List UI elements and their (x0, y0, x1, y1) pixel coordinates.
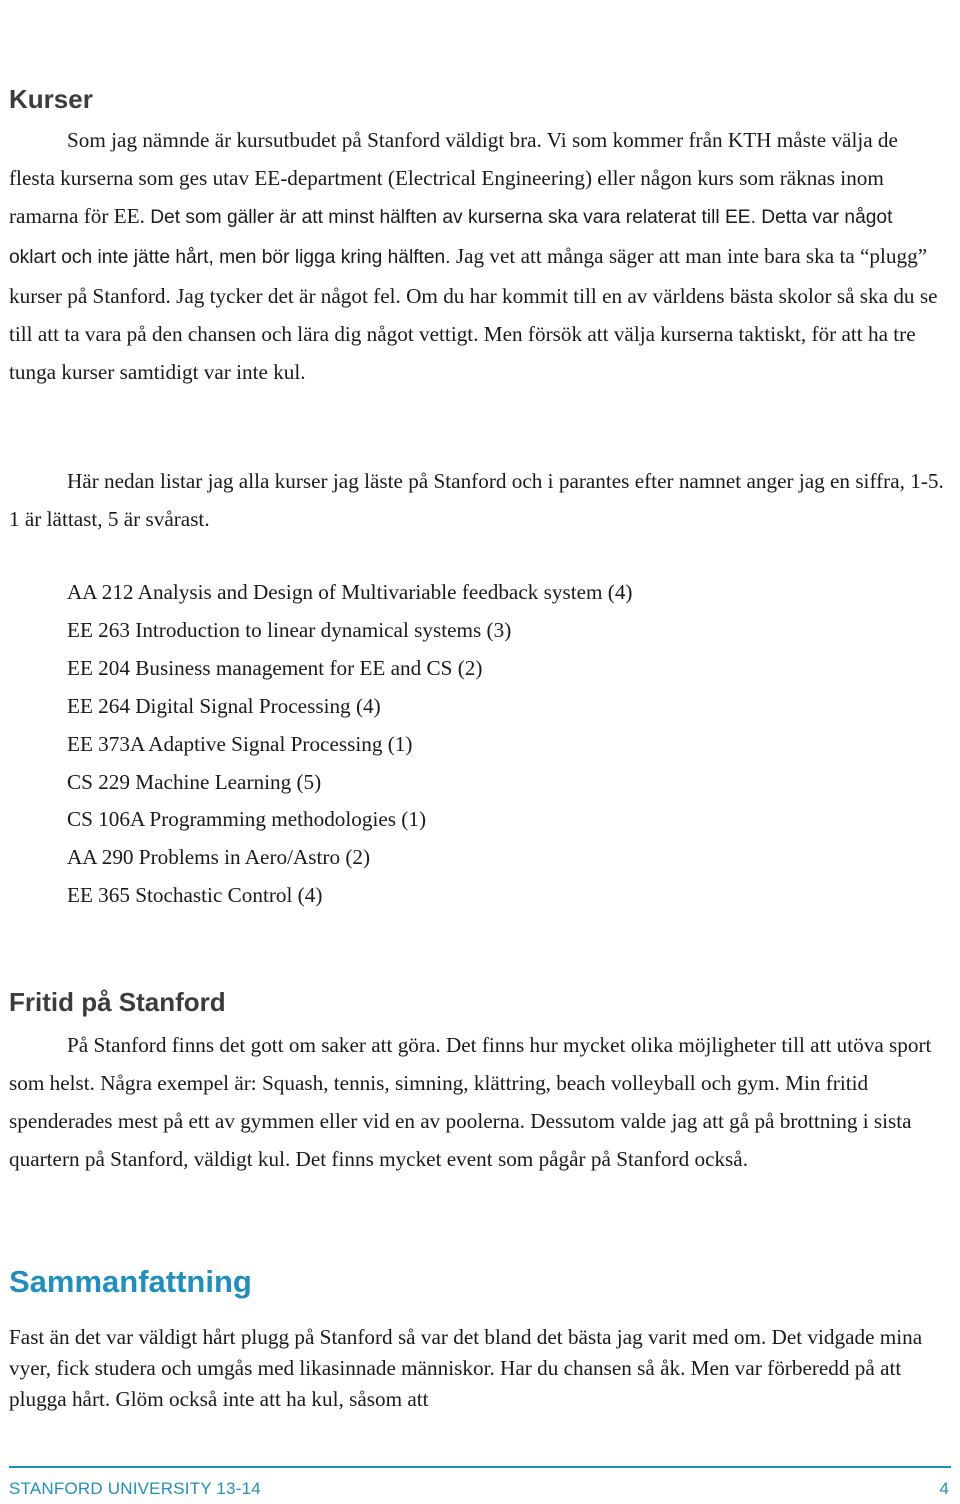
course-item: AA 212 Analysis and Design of Multivariable feedback system (4) (67, 580, 633, 604)
kurser-paragraph-1-part-b: Jag vet att många säger att man inte bara ska ta “plugg” kurser på Stanford. Jag tycker det är något fel. Om du har kommit till en av världens bästa skolor så ska du se till att ta vara på den chansen och lära dig något vettigt. Men försök att välja kurserna taktiskt, för att ha tre tunga kurser samtidigt var inte kul. (9, 244, 938, 384)
section-heading-kurser: Kurser (9, 84, 93, 114)
course-list (67, 574, 632, 915)
fritid-paragraph: På Stanford finns det gott om saker att göra. Det finns hur mycket olika möjligheter till att utöva sport som helst. Några exempel är: Squash, tennis, simning, klättring, beach volleyball och gym. Min fritid spenderades mest på ett av gymmen eller vid en av poolerna. Dessutom valde jag att gå på brottning i sista quartern på Stanford, väldigt kul. Det finns mycket event som pågår på Stanford också. (9, 1033, 932, 1171)
footer-title: STANFORD UNIVERSITY 13-14 (9, 1479, 261, 1498)
kurser-paragraph-1-part-sans: Det som gäller är att minst hälften av kurserna ska vara relaterat till EE. Detta var något oklart och inte jätte hårt, men bör ligga kring hälften. (9, 207, 893, 268)
page-number: 4 (939, 1479, 949, 1498)
kurser-paragraph-2: Här nedan listar jag alla kurser jag läste på Stanford och i parantes efter namnet anger jag en siffra, 1-5. 1 är lättast, 5 är svårast. (9, 469, 944, 531)
section-heading-sammanfattning: Sammanfattning (9, 1264, 252, 1299)
course-item: EE 373A Adaptive Signal Processing (1) (67, 731, 413, 756)
course-item: EE 264 Digital Signal Processing (4) (67, 693, 381, 718)
kurser-paragraph-1 (9, 121, 944, 391)
course-item: AA 290 Problems in Aero/Astro (2) (67, 845, 371, 870)
footer-divider (9, 1466, 951, 1468)
course-item: CS 106A Programming methodologies (1) (67, 807, 426, 832)
kurser-paragraph-1-part-a: Som jag nämnde är kursutbudet på Stanford väldigt bra. Vi som kommer från KTH måste välja de flesta kurserna som ges utav EE-department (Electrical Engineering) eller någon kurs som räknas inom ramarna för EE. (9, 128, 898, 228)
course-item: EE 263 Introduction to linear dynamical systems (3) (67, 617, 512, 642)
course-item: EE 365 Stochastic Control (4) (67, 883, 323, 908)
sammanfattning-paragraph: Fast än det var väldigt hårt plugg på Stanford så var det bland det bästa jag varit med om. Det vidgade mina vyer, fick studera och umgås med likasinnade människor. Har du chansen så åk. Men var förberedd på att plugga hårt. Glöm också inte att ha kul, såsom att (9, 1325, 923, 1411)
course-item: EE 204 Business management for EE and CS (2) (67, 655, 483, 680)
course-item: CS 229 Machine Learning (5) (67, 769, 322, 794)
section-heading-fritid: Fritid på Stanford (9, 987, 226, 1017)
